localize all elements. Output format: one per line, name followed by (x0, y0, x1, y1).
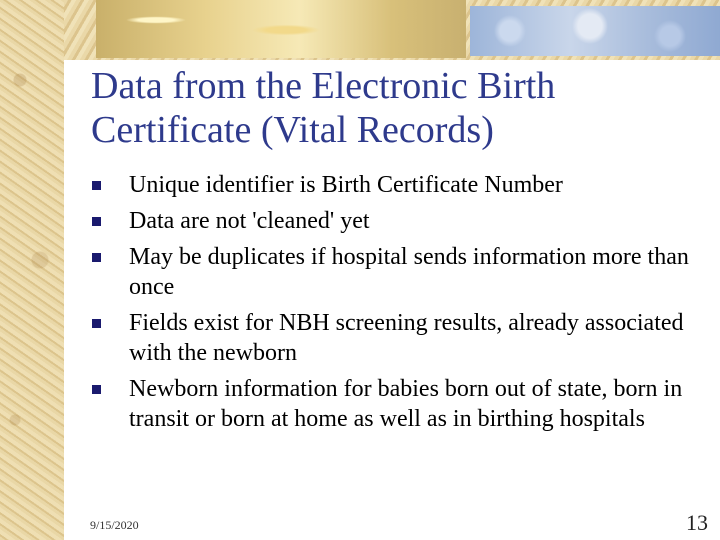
bullet-text: Fields exist for NBH screening results, already associated with the newborn (129, 310, 684, 366)
bullet-text: Unique identifier is Birth Certificate Number (129, 172, 563, 198)
bullet-item (92, 170, 702, 200)
bullet-text: May be duplicates if hospital sends information more than once (129, 244, 689, 300)
square-bullet-icon (92, 181, 101, 190)
parchment-left-border (0, 0, 64, 540)
flower-image-banner (470, 6, 720, 56)
bullet-item (92, 242, 702, 302)
bullet-item (92, 374, 702, 434)
bullet-text: Data are not 'cleaned' yet (129, 208, 370, 234)
slide-title-line-1: Data from the Electronic Birth (91, 65, 556, 107)
slide-number: 13 (686, 510, 708, 535)
square-bullet-icon (92, 253, 101, 262)
slide-title-line-2: Certificate (Vital Records) (91, 109, 494, 151)
bullet-list (92, 170, 702, 440)
footer-date: 9/15/2020 (90, 518, 139, 532)
bullet-text: Newborn information for babies born out of state, born in transit or born at home as well as in birthing hospitals (129, 376, 683, 432)
leaf-image-banner (96, 0, 466, 58)
square-bullet-icon (92, 217, 101, 226)
square-bullet-icon (92, 385, 101, 394)
bullet-item (92, 308, 702, 368)
square-bullet-icon (92, 319, 101, 328)
slide-title (91, 64, 691, 152)
bullet-item (92, 206, 702, 236)
